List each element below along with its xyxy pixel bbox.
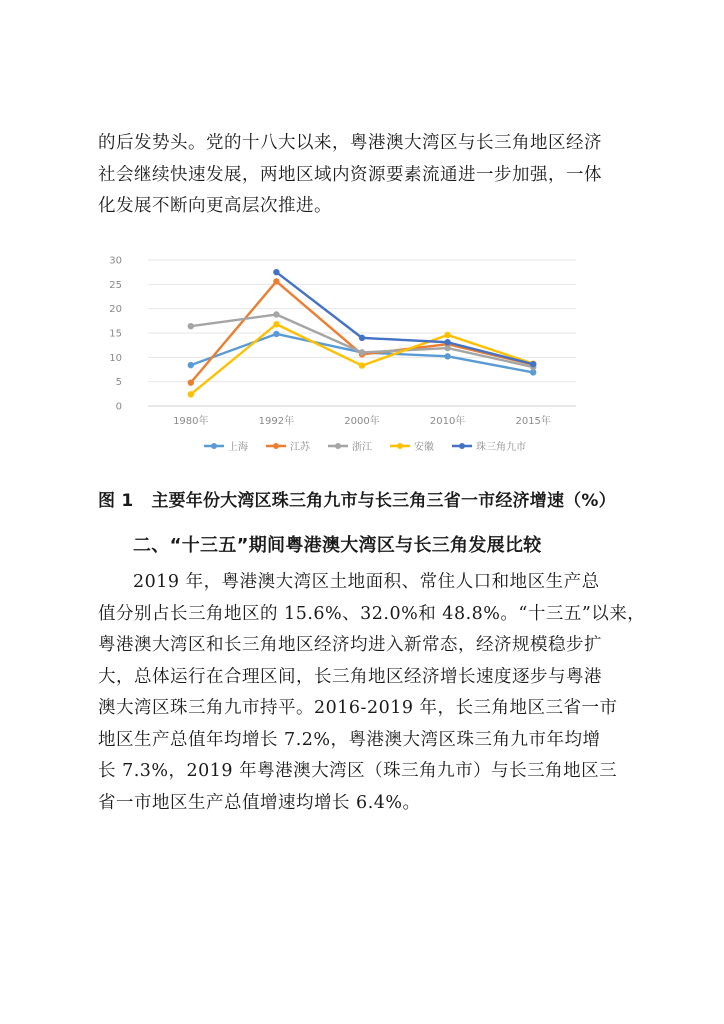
legend-label: 上海 [228, 442, 248, 453]
x-tick-label: 2015年 [515, 416, 551, 427]
data-point [359, 349, 365, 355]
y-tick-label: 15 [109, 328, 122, 340]
legend-swatch-marker [273, 443, 279, 449]
body-line-2: 值分别占长三角地区的 15.6%、32.0%和 48.8%。“十三五”以来， [98, 603, 646, 624]
x-tick-label: 1992年 [258, 416, 295, 427]
data-point [359, 335, 365, 341]
data-point [273, 331, 279, 337]
data-point [188, 323, 194, 329]
legend-label: 浙江 [352, 442, 372, 453]
intro-line-2: 社会继续快速发展，两地区域内资源要素流通进一步加强，一体 [98, 164, 602, 185]
data-point [273, 269, 279, 275]
legend-item [390, 440, 434, 453]
legend-item [328, 440, 372, 453]
legend-item [266, 440, 311, 453]
section-heading: 二、“十三五”期间粤港澳大湾区与长三角发展比较 [133, 535, 542, 556]
y-tick-label: 30 [109, 255, 122, 267]
body-line-6: 地区生产总值年均增长 7.2%，粤港澳大湾区珠三角九市年均增 [98, 729, 601, 750]
intro-line-1: 的后发势头。党的十八大以来，粤港澳大湾区与长三角地区经济 [98, 133, 602, 153]
body-paragraph [98, 567, 646, 819]
figure-caption-text: 主要年份大湾区珠三角九市与长三角三省一市经济增速（%） [151, 491, 616, 511]
body-line-7: 长 7.3%，2019 年粤港澳大湾区（珠三角九市）与长三角地区三 [98, 761, 618, 781]
y-tick-label: 5 [115, 377, 122, 389]
legend-swatch-marker [459, 443, 465, 449]
figure-number: 图 1 [98, 491, 134, 511]
data-point [273, 321, 279, 327]
legend-swatch-marker [335, 443, 341, 449]
body-line-8: 省一市地区生产总值增速均增长 6.4%。 [98, 792, 421, 813]
data-point [444, 345, 450, 351]
data-point [188, 379, 194, 385]
chart-canvas [98, 246, 618, 472]
intro-paragraph [98, 128, 632, 223]
data-point [273, 311, 279, 317]
body-line-4: 大，总体运行在合理区间，长三角地区经济增长速度逐步与粤港 [98, 666, 602, 687]
data-point [444, 339, 450, 345]
data-point [444, 332, 450, 338]
body-line-5: 澳大湾区珠三角九市持平。2016-2019 年，长三角地区三省一市 [98, 698, 618, 718]
y-tick-label: 10 [109, 352, 122, 364]
legend-item [204, 440, 248, 453]
intro-line-3: 化发展不断向更高层次推进。 [98, 196, 332, 216]
y-tick-label: 0 [115, 401, 122, 413]
growth-line-chart [98, 246, 618, 472]
figure-caption [98, 486, 616, 511]
legend-label: 珠三角九市 [476, 442, 526, 453]
body-line-3: 粤港澳大湾区和长三角地区经济均进入新常态，经济规模稳步扩 [98, 635, 602, 655]
legend-label: 安徽 [414, 442, 434, 453]
data-point [530, 361, 536, 367]
data-point [359, 362, 365, 368]
legend-item [452, 440, 526, 453]
data-point [273, 278, 279, 284]
data-point [444, 353, 450, 359]
legend-swatch-marker [211, 443, 217, 449]
x-tick-label: 2000年 [344, 416, 380, 427]
x-tick-label: 2010年 [429, 416, 466, 427]
y-tick-label: 25 [109, 279, 122, 291]
data-point [188, 391, 194, 397]
legend-swatch-marker [397, 443, 403, 449]
body-line-1: 2019 年，粤港澳大湾区土地面积、常住人口和地区生产总 [133, 572, 600, 592]
legend-label: 江苏 [290, 442, 310, 453]
data-point [188, 362, 194, 368]
y-tick-label: 20 [109, 304, 122, 316]
x-tick-label: 1980年 [173, 416, 209, 427]
